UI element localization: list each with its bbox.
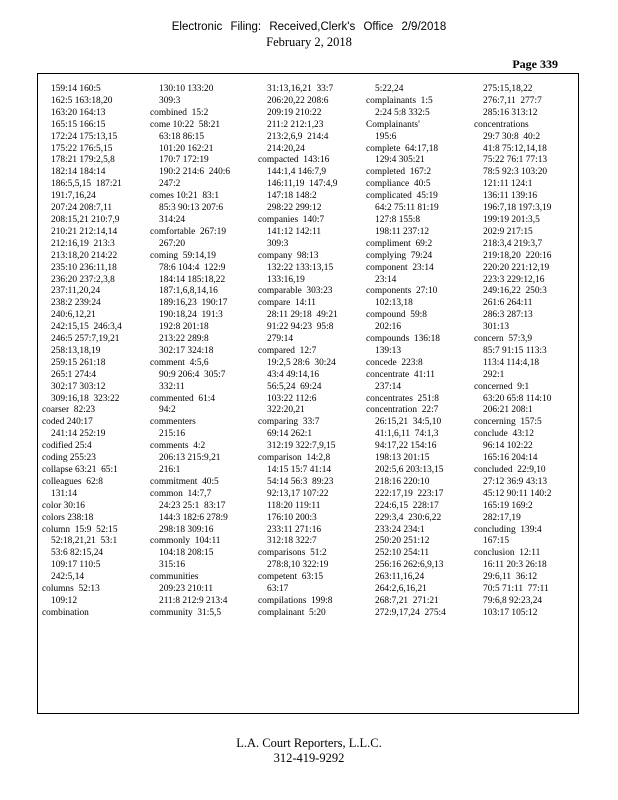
index-column-1 — [42, 84, 122, 620]
index-locator-line: 302:17 324:18 — [159, 345, 214, 356]
index-locator-line: 162:5 163:18,20 — [51, 95, 113, 106]
index-locator-line: 216:1 — [159, 465, 181, 475]
index-term-line: compliance 40:5 — [366, 179, 431, 190]
index-term-line: concentrations — [474, 119, 529, 130]
index-column-2 — [150, 84, 230, 620]
index-term-line: colleagues 62:8 — [42, 476, 103, 487]
index-term-line: concluded 22:9,10 — [474, 465, 546, 475]
index-locator-line: 272:9,17,24 275:4 — [375, 607, 446, 618]
index-locator-line: 24:23 25:1 83:17 — [159, 500, 226, 511]
index-locator-line: 286:3 287:13 — [483, 310, 533, 321]
index-locator-line: 144:3 182:6 278:9 — [159, 512, 228, 523]
index-locator-line: 16:11 20:3 26:18 — [483, 560, 547, 571]
filing-date: February 2, 2018 — [266, 35, 352, 49]
index-locator-line: 198:11 237:12 — [375, 226, 430, 237]
index-term-line: comparisons 51:2 — [258, 548, 327, 559]
index-locator-line: 264:2,6,16,21 — [375, 584, 427, 595]
index-locator-line: 219:18,20 220:16 — [483, 250, 552, 261]
index-locator-line: 259:15 261:18 — [51, 357, 106, 368]
index-locator-line: 220:20 221:12,19 — [483, 262, 550, 273]
index-locator-line: 298:22 299:12 — [267, 203, 322, 214]
index-locator-line: 113:4 114:4,18 — [483, 357, 540, 368]
index-term-line: concern 57:3,9 — [474, 334, 533, 345]
index-term-line: color 30:16 — [42, 500, 85, 511]
index-locator-line: 222:17,19 223:17 — [375, 488, 444, 499]
index-locator-line: 206:21 208:1 — [483, 405, 533, 416]
index-locator-line: 64:2 75:11 81:19 — [375, 203, 439, 214]
index-column-5 — [474, 84, 552, 620]
index-term-line: codified 25:4 — [42, 441, 92, 452]
index-locator-line: 43:4 49:14,16 — [267, 369, 320, 380]
index-term-line: compare 14:11 — [258, 298, 316, 309]
index-locator-line: 211:8 212:9 213:4 — [159, 595, 228, 606]
index-locator-line: 41:1,6,11 74:1,3 — [375, 429, 439, 440]
index-term-line: community 31:5,5 — [150, 607, 222, 618]
index-term-line: complete 64:17,18 — [366, 143, 439, 154]
page-number: Page 339 — [512, 57, 558, 71]
index-locator-line: 238:2 239:24 — [51, 298, 101, 309]
index-locator-line: 279:14 — [267, 334, 294, 345]
index-locator-line: 28:11 29:18 49:21 — [267, 310, 338, 321]
index-term-line: collapse 63:21 65:1 — [42, 465, 118, 475]
index-term-line: comparable 303:23 — [258, 286, 333, 297]
index-locator-line: 240:6,12,21 — [51, 310, 96, 321]
index-locator-line: 268:7,21 271:21 — [375, 595, 439, 606]
index-locator-line: 167:15 — [483, 536, 510, 547]
index-term-line: conclude 43:12 — [474, 429, 534, 440]
index-locator-line: 235:10 236:11,18 — [51, 262, 117, 273]
index-locator-line: 192:8 201:18 — [159, 322, 209, 333]
index-term-line: compacted 143:16 — [258, 155, 330, 166]
index-term-line: component 23:14 — [366, 262, 434, 273]
index-term-line: coming 59:14,19 — [150, 250, 216, 261]
index-locator-line: 133:16,19 — [267, 274, 305, 285]
index-locator-line: 322:20,21 — [267, 405, 305, 416]
index-locator-line: 208:15,21 210:7,9 — [51, 214, 120, 225]
index-locator-line: 90:9 206:4 305:7 — [159, 369, 226, 380]
index-locator-line: 218:16 220:10 — [375, 476, 430, 487]
index-locator-line: 19:2,5 28:6 30:24 — [267, 357, 336, 368]
index-locator-line: 176:10 200:3 — [267, 512, 317, 523]
index-locator-line: 218:3,4 219:3,7 — [483, 238, 543, 249]
index-locator-line: 85:3 90:13 207:6 — [159, 203, 224, 214]
index-term-line: column 15:9 52:15 — [42, 524, 118, 535]
index-column-4 — [366, 84, 446, 620]
index-term-line: company 98:13 — [258, 250, 319, 261]
index-term-line: colors 238:18 — [42, 512, 94, 523]
index-locator-line: 314:24 — [159, 214, 186, 225]
index-term-line: concede 223:8 — [366, 357, 423, 368]
index-locator-line: 275:15,18,22 — [483, 84, 533, 94]
index-locator-line: 252:10 254:11 — [375, 548, 430, 559]
index-term-line: compounds 136:18 — [366, 334, 440, 345]
index-locator-line: 206:20,22 208:6 — [267, 95, 329, 106]
index-term-line: commented 61:4 — [150, 393, 216, 404]
index-locator-line: 79:6,8 92:23,24 — [483, 595, 543, 606]
index-locator-line: 229:3,4 230:6,22 — [375, 512, 442, 523]
index-locator-line: 199:19 201:3,5 — [483, 214, 540, 225]
index-locator-line: 101:20 162:21 — [159, 143, 214, 154]
index-term-line: components 27:10 — [366, 286, 438, 297]
index-locator-line: 206:13 215:9,21 — [159, 453, 221, 464]
index-term-line: combined 15:2 — [150, 107, 209, 118]
index-term-line: commenters — [150, 417, 196, 428]
index-locator-line: 309:16,18 323:22 — [51, 393, 120, 404]
index-locator-line: 102:13,18 — [375, 298, 413, 309]
index-term-line: come 10:22 58:21 — [150, 119, 221, 130]
index-locator-line: 165:16 204:14 — [483, 453, 538, 464]
index-locator-line: 5:22,24 — [375, 84, 404, 94]
index-locator-line: 139:13 — [375, 345, 402, 356]
index-locator-line: 29:7 30:8 40:2 — [483, 131, 541, 142]
index-locator-line: 309:3 — [159, 95, 181, 106]
index-locator-line: 209:19 210:22 — [267, 107, 322, 118]
index-locator-line: 209:23 210:11 — [159, 584, 214, 595]
index-locator-line: 213:22 289:8 — [159, 334, 209, 345]
index-locator-line: 136:11 139:16 — [483, 191, 538, 202]
index-term-line: comments 4:2 — [150, 441, 206, 452]
index-term-line: compilations 199:8 — [258, 595, 333, 606]
index-locator-line: 241:14 252:19 — [51, 429, 106, 440]
index-term-line: completed 167:2 — [366, 167, 432, 178]
index-locator-line: 69:14 262:1 — [267, 429, 313, 440]
index-locator-line: 298:18 309:16 — [159, 524, 214, 535]
index-locator-line: 131:14 — [51, 488, 78, 499]
index-term-line: compound 59:8 — [366, 310, 427, 321]
index-locator-line: 78:6 104:4 122:9 — [159, 262, 226, 273]
index-locator-line: 41:8 75:12,14,18 — [483, 143, 547, 154]
index-term-line: concentrate 41:11 — [366, 369, 435, 380]
index-term-line: concentrates 251:8 — [366, 393, 439, 404]
index-locator-line: 175:22 176:5,15 — [51, 143, 113, 154]
index-locator-line: 184:14 185:18,22 — [159, 274, 226, 285]
index-locator-line: 147:18 148:2 — [267, 191, 317, 202]
index-locator-line: 214:20,24 — [267, 143, 305, 154]
index-locator-line: 198:13 201:15 — [375, 453, 430, 464]
index-locator-line: 165:15 166:15 — [51, 119, 106, 130]
index-locator-line: 233:24 234:1 — [375, 524, 425, 535]
index-locator-line: 267:20 — [159, 238, 186, 249]
index-locator-line: 233:11 271:16 — [267, 524, 322, 535]
index-locator-line: 186:5,5,15 187:21 — [51, 179, 122, 190]
index-locator-line: 144:1,4 146:7,9 — [267, 167, 327, 178]
index-locator-line: 163:20 164:13 — [51, 107, 106, 118]
index-locator-line: 75:22 76:1 77:13 — [483, 155, 548, 166]
index-term-line: Complainants' — [366, 119, 420, 130]
index-term-line: commitment 40:5 — [150, 476, 219, 487]
index-locator-line: 263:11,16,24 — [375, 572, 425, 583]
index-locator-line: 63:18 86:15 — [159, 131, 205, 142]
index-locator-line: 237:11,20,24 — [51, 286, 101, 297]
index-term-line: columns 52:13 — [42, 584, 100, 595]
index-locator-line: 242:15,15 246:3,4 — [51, 322, 122, 333]
index-locator-line: 118:20 119:11 — [267, 500, 321, 511]
index-locator-line: 210:21 212:14,14 — [51, 226, 118, 237]
index-locator-line: 191:7,16,24 — [51, 191, 96, 202]
index-term-line: complicated 45:19 — [366, 191, 438, 202]
index-locator-line: 187:1,6,8,14,16 — [159, 286, 218, 297]
index-term-line: communities — [150, 572, 199, 583]
index-locator-line: 92:13,17 107:22 — [267, 488, 329, 499]
index-locator-line: 63:17 — [267, 584, 289, 595]
index-locator-line: 141:12 142:11 — [267, 226, 322, 237]
index-locator-line: 29:6,11 36:12 — [483, 572, 538, 583]
index-term-line: compliment 69:2 — [366, 238, 433, 249]
index-term-line: conclusion 12:11 — [474, 548, 541, 559]
index-locator-line: 302:17 303:12 — [51, 381, 106, 392]
index-locator-line: 312:19 322:7,9,15 — [267, 441, 336, 452]
index-locator-line: 63:20 65:8 114:10 — [483, 393, 552, 404]
index-term-line: comes 10:21 83:1 — [150, 191, 220, 202]
index-locator-line: 165:19 169:2 — [483, 500, 533, 511]
index-locator-line: 129:4 305:21 — [375, 155, 425, 166]
index-locator-line: 224:6,15 228:17 — [375, 500, 439, 511]
index-term-line: comfortable 267:19 — [150, 226, 227, 237]
index-locator-line: 103:17 105:12 — [483, 607, 538, 618]
index-locator-line: 249:16,22 250:3 — [483, 286, 547, 297]
index-locator-line: 292:1 — [483, 369, 505, 380]
index-term-line: concentration 22:7 — [366, 405, 439, 416]
index-locator-line: 276:7,11 277:7 — [483, 95, 542, 106]
index-locator-line: 121:11 124:1 — [483, 179, 533, 190]
index-locator-line: 309:3 — [267, 238, 289, 249]
index-locator-line: 285:16 313:12 — [483, 107, 538, 118]
index-locator-line: 109:12 — [51, 595, 78, 606]
index-term-line: common 14:7,7 — [150, 488, 212, 499]
index-term-line: complainant 5:20 — [258, 607, 326, 618]
index-locator-line: 109:17 110:5 — [51, 560, 101, 571]
index-locator-line: 78:5 92:3 103:20 — [483, 167, 548, 178]
index-locator-line: 246:5 257:7,19,21 — [51, 334, 120, 345]
index-locator-line: 301:13 — [483, 322, 510, 333]
index-term-line: coding 255:23 — [42, 453, 96, 464]
index-term-line: coded 240:17 — [42, 417, 93, 428]
index-column-3 — [258, 84, 338, 620]
index-locator-line: 52:18,21,21 53:1 — [51, 536, 118, 547]
index-locator-line: 213:2,6,9 214:4 — [267, 131, 329, 142]
index-locator-line: 127:8 155:8 — [375, 214, 421, 225]
index-locator-line: 189:16,23 190:17 — [159, 298, 228, 309]
index-locator-line: 26:15,21 34:5,10 — [375, 417, 442, 428]
index-locator-line: 237:14 — [375, 381, 402, 392]
index-locator-line: 91:22 94:23 95:8 — [267, 322, 334, 333]
index-term-line: comparing 33:7 — [258, 417, 320, 428]
index-locator-line: 223:3 229:12,16 — [483, 274, 545, 285]
index-locator-line: 182:14 184:14 — [51, 167, 106, 178]
index-locator-line: 96:14 102:22 — [483, 441, 533, 452]
index-locator-line: 312:18 322:7 — [267, 536, 317, 547]
index-locator-line: 14:15 15:7 41:14 — [267, 465, 332, 475]
index-locator-line: 104:18 208:15 — [159, 548, 214, 559]
index-locator-line: 146:11,19 147:4,9 — [267, 179, 338, 190]
index-locator-line: 250:20 251:12 — [375, 536, 430, 547]
index-locator-line: 202:16 — [375, 322, 402, 333]
index-locator-line: 170:7 172:19 — [159, 155, 209, 166]
index-locator-line: 211:2 212:1,23 — [267, 119, 324, 130]
index-term-line: coarser 82:23 — [42, 405, 96, 416]
index-locator-line: 103:22 112:6 — [267, 393, 317, 404]
index-locator-line: 261:6 264:11 — [483, 298, 533, 309]
index-locator-line: 215:16 — [159, 429, 186, 440]
index-locator-line: 258:13,18,19 — [51, 345, 101, 356]
index-locator-line: 54:14 56:3 89:23 — [267, 476, 334, 487]
index-locator-line: 332:11 — [159, 381, 185, 392]
index-term-line: concerning 157:5 — [474, 417, 542, 428]
index-term-line: combination — [42, 607, 89, 618]
index-term-line: competent 63:15 — [258, 572, 324, 583]
index-locator-line: 53:6 82:15,24 — [51, 548, 104, 559]
index-locator-line: 212:16,19 213:3 — [51, 238, 115, 249]
footer-phone: 312-419-9292 — [273, 751, 345, 765]
index-locator-line: 195:6 — [375, 131, 397, 142]
index-term-line: concluding 139:4 — [474, 524, 542, 535]
index-term-line: compared 12:7 — [258, 345, 317, 356]
index-locator-line: 202:5,6 203:13,15 — [375, 465, 444, 475]
index-locator-line: 172:24 175:13,15 — [51, 131, 118, 142]
index-locator-line: 265:1 274:4 — [51, 369, 97, 380]
index-term-line: comment 4:5,6 — [150, 357, 209, 368]
index-locator-line: 190:2 214:6 240:6 — [159, 167, 231, 178]
index-locator-line: 23:14 — [375, 274, 397, 285]
index-term-line: commonly 104:11 — [150, 536, 221, 547]
index-locator-line: 85:7 91:15 113:3 — [483, 345, 547, 356]
index-locator-line: 278:8,10 322:19 — [267, 560, 329, 571]
index-locator-line: 190:18,24 191:3 — [159, 310, 223, 321]
index-locator-line: 159:14 160:5 — [51, 84, 101, 94]
index-locator-line: 178:21 179:2,5,8 — [51, 155, 115, 166]
index-locator-line: 202:9 217:15 — [483, 226, 533, 237]
index-locator-line: 282:17,19 — [483, 512, 521, 523]
index-term-line: comparison 14:2,8 — [258, 453, 331, 464]
index-locator-line: 236:20 237:2,3,8 — [51, 274, 115, 285]
index-locator-line: 315:16 — [159, 560, 186, 571]
index-locator-line: 2:24 5:8 332:5 — [375, 107, 430, 118]
index-locator-line: 56:5,24 69:24 — [267, 381, 322, 392]
index-locator-line: 256:16 262:6,9,13 — [375, 560, 444, 571]
index-term-line: complying 79:24 — [366, 250, 433, 261]
index-locator-line: 207:24 208:7,11 — [51, 203, 113, 214]
index-locator-line: 247:2 — [159, 179, 181, 190]
filing-stamp: Electronic Filing: Received,Clerk's Office 2/9/2018 — [171, 21, 447, 33]
index-locator-line: 213:18,20 214:22 — [51, 250, 118, 261]
index-locator-line: 130:10 133:20 — [159, 84, 214, 94]
index-locator-line: 70:5 71:11 77:11 — [483, 584, 549, 595]
footer-company: L.A. Court Reporters, L.L.C. — [236, 736, 382, 750]
index-term-line: companies 140:7 — [258, 214, 325, 225]
index-locator-line: 132:22 133:13,15 — [267, 262, 334, 273]
index-frame — [37, 73, 579, 714]
index-locator-line: 94:2 — [159, 405, 176, 416]
index-term-line: complainants 1:5 — [366, 95, 433, 106]
index-locator-line: 27:12 36:9 43:13 — [483, 476, 548, 487]
index-locator-line: 45:12 90:11 140:2 — [483, 488, 552, 499]
index-locator-line: 94:17,22 154:16 — [375, 441, 437, 452]
index-locator-line: 242:5,14 — [51, 572, 85, 583]
index-term-line: concerned 9:1 — [474, 381, 530, 392]
index-locator-line: 196:7,18 197:3,19 — [483, 203, 552, 214]
index-locator-line: 31:13,16,21 33:7 — [267, 84, 334, 94]
